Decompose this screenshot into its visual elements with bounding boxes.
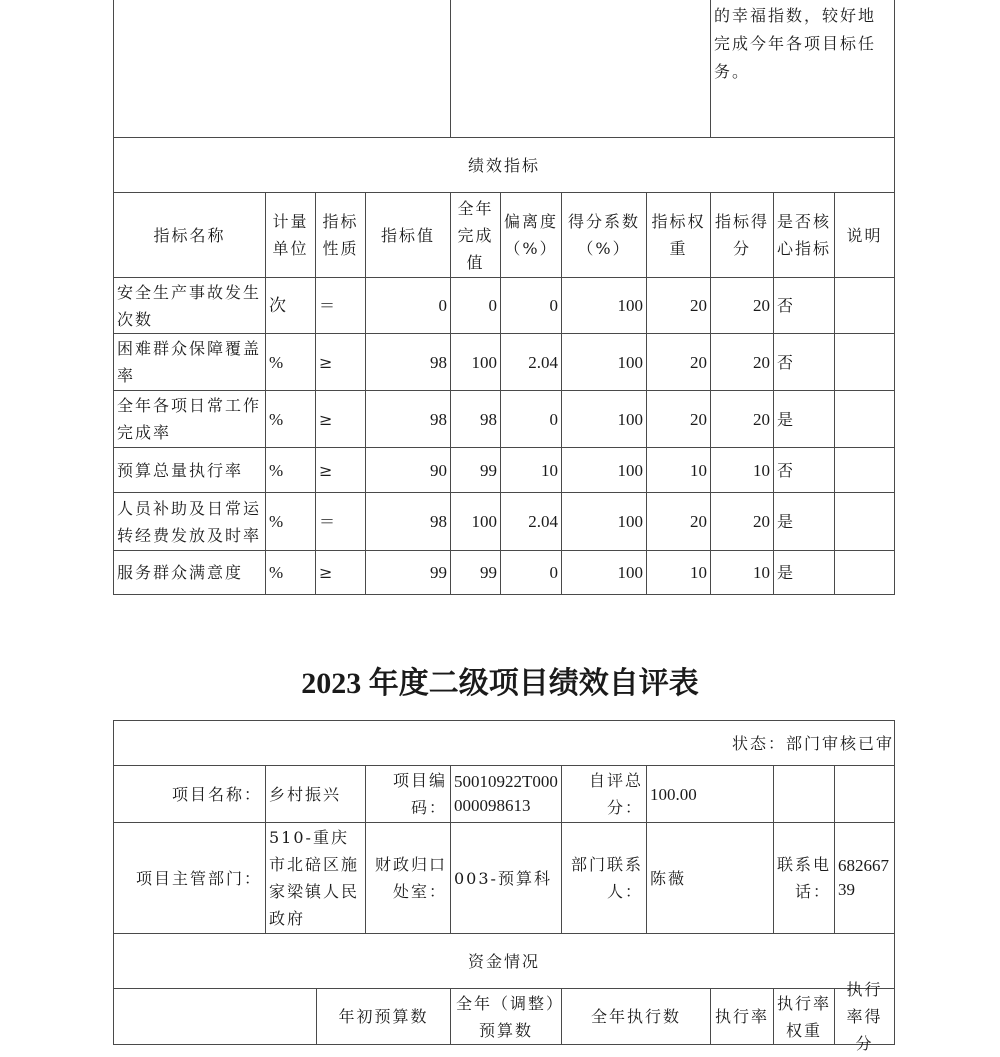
row-1-note <box>834 277 895 334</box>
dept-label-cell <box>113 822 266 934</box>
row-6-target-value <box>365 550 451 595</box>
row-1-target-value <box>365 277 451 334</box>
row-1-target-value-text: 0 <box>438 296 447 315</box>
funds-header-rate-weight: 执行率权重 <box>773 988 835 1045</box>
row-6-weight <box>646 550 711 595</box>
row-4-score-coefficient <box>561 447 647 493</box>
finance-office-label-cell <box>365 822 451 934</box>
row-2-target-value-text: 98 <box>430 352 447 372</box>
row-5-score-coefficient-text: 100 <box>617 512 643 531</box>
row-4-deviation <box>500 447 562 493</box>
row-3-is-core <box>773 390 835 448</box>
row-4-target-value-text: 90 <box>430 460 447 480</box>
row-5-target-value <box>365 492 451 551</box>
row-4-actual-value <box>450 447 501 493</box>
row-3-target-value-text: 98 <box>430 409 447 429</box>
row-6-actual-value <box>450 550 501 595</box>
row-1-indicator-name-text: 安全生产事故发生次数 <box>117 282 262 329</box>
row-1-deviation-text: 0 <box>549 296 558 315</box>
row-1-score-coefficient <box>561 277 647 334</box>
row-4-score-text: 10 <box>753 460 770 480</box>
row-4-nature-text: ≥ <box>319 460 335 480</box>
row-6-note <box>834 550 895 595</box>
row-2-unit <box>265 333 316 391</box>
row-3-score <box>710 390 774 448</box>
row-1-is-core-text: 否 <box>777 296 796 315</box>
header-score <box>710 192 774 278</box>
row-3-unit <box>265 390 316 448</box>
header-indicator-name-text: 指标名称 <box>153 225 226 245</box>
row-2-deviation-text: 2.04 <box>528 352 558 372</box>
row-6-is-core-text: 是 <box>777 563 796 582</box>
funds-header-executed: 全年执行数 <box>561 988 711 1045</box>
row-5-indicator-name-text: 人员补助及日常运转经费发放及时率 <box>117 498 262 545</box>
empty-cell <box>834 765 895 823</box>
row-5-indicator-name <box>113 492 266 551</box>
header-target-value-text: 指标值 <box>380 225 435 245</box>
row-4-score-coefficient-text: 100 <box>617 460 643 480</box>
header-score-coefficient-text: 得分系数（%） <box>567 212 640 258</box>
row-2-actual-value-text: 100 <box>471 352 497 372</box>
row-4-weight <box>646 447 711 493</box>
project-name-label: 项目名称： <box>171 784 262 804</box>
funds-header-execution-rate: 执行率 <box>710 988 774 1045</box>
row-3-deviation-text: 0 <box>549 409 558 429</box>
header-nature-text: 指标性质 <box>322 212 359 258</box>
status-text: 状态：部门审核已审 <box>731 733 894 753</box>
row-6-deviation <box>500 550 562 595</box>
project-code-cell <box>450 765 562 823</box>
performance-indicators-section-title <box>113 137 895 193</box>
row-3-unit-text: % <box>269 409 284 429</box>
row-2-is-core-text: 否 <box>777 352 796 372</box>
row-5-score-text: 20 <box>753 512 770 531</box>
section-title-text: 绩效指标 <box>467 155 540 175</box>
contact-cell <box>646 822 774 934</box>
row-3-weight <box>646 390 711 448</box>
row-5-note <box>834 492 895 551</box>
row-6-score-coefficient-text: 100 <box>617 563 643 582</box>
row-2-nature <box>315 333 366 391</box>
table1-top-middle-cell <box>450 0 711 138</box>
row-3-score-text: 20 <box>753 409 770 429</box>
header-unit <box>265 192 316 278</box>
row-5-is-core-text: 是 <box>777 512 796 531</box>
dept-value: 510-重庆市北碚区施家梁镇人民政府 <box>269 828 360 928</box>
row-5-weight-text: 20 <box>690 512 707 531</box>
row-2-score <box>710 333 774 391</box>
row-3-is-core-text: 是 <box>777 409 796 429</box>
row-5-unit-text: % <box>269 512 284 531</box>
row-2-deviation <box>500 333 562 391</box>
row-1-unit-text: 次 <box>269 296 286 315</box>
row-1-is-core <box>773 277 835 334</box>
row-5-actual-value <box>450 492 501 551</box>
row-2-weight-text: 20 <box>690 352 707 372</box>
row-4-target-value <box>365 447 451 493</box>
phone-value: 68266739 <box>838 856 889 899</box>
row-4-is-core-text: 否 <box>777 460 796 480</box>
self-score-cell <box>646 765 774 823</box>
row-2-score-text: 20 <box>753 352 770 372</box>
row-3-target-value <box>365 390 451 448</box>
project-name-label-cell <box>113 765 266 823</box>
row-1-score-text: 20 <box>753 296 770 315</box>
row-2-nature-text: ≥ <box>319 352 335 372</box>
finance-office-value: 003-预算科 <box>454 868 552 888</box>
row-5-score <box>710 492 774 551</box>
row-3-deviation <box>500 390 562 448</box>
row-2-score-coefficient <box>561 333 647 391</box>
funds-header-initial-budget: 年初预算数 <box>316 988 451 1045</box>
row-5-weight <box>646 492 711 551</box>
funds-header-adjusted-budget: 全年（调整）预算数 <box>450 988 562 1045</box>
row-4-actual-value-text: 99 <box>480 460 497 480</box>
header-deviation-text: 偏离度（%） <box>504 212 559 258</box>
row-2-score-coefficient-text: 100 <box>617 352 643 372</box>
contact-label: 部门联系人： <box>570 855 643 901</box>
row-1-indicator-name <box>113 277 266 334</box>
row-3-indicator-name-text: 全年各项日常工作完成率 <box>117 396 262 442</box>
row-4-unit-text: % <box>269 460 284 480</box>
funds-header-blank <box>113 988 317 1045</box>
row-2-indicator-name-text: 困难群众保障覆盖率 <box>117 339 262 385</box>
row-6-nature-text: ≥ <box>319 563 335 582</box>
table1-top-right-cell <box>710 0 895 138</box>
row-3-actual-value <box>450 390 501 448</box>
row-1-actual-value-text: 0 <box>488 296 497 315</box>
row-6-deviation-text: 0 <box>549 563 558 582</box>
document-title: 2023 年度二级项目绩效自评表 <box>301 667 699 700</box>
row-5-deviation <box>500 492 562 551</box>
row-6-nature <box>315 550 366 595</box>
row-2-target-value <box>365 333 451 391</box>
row-1-nature <box>315 277 366 334</box>
self-score-label: 自评总分： <box>588 771 643 817</box>
row-6-indicator-name-text: 服务群众满意度 <box>117 563 244 582</box>
row-4-indicator-name-text: 预算总量执行率 <box>117 460 244 480</box>
row-2-actual-value <box>450 333 501 391</box>
row-4-note <box>834 447 895 493</box>
funds-title-text: 资金情况 <box>467 951 540 971</box>
row-4-deviation-text: 10 <box>541 460 558 480</box>
row-5-actual-value-text: 100 <box>471 512 497 531</box>
row-3-nature <box>315 390 366 448</box>
row-6-unit-text: % <box>269 563 284 582</box>
row-1-weight <box>646 277 711 334</box>
row-2-weight <box>646 333 711 391</box>
self-score-value: 100.00 <box>650 784 697 804</box>
finance-office-cell <box>450 822 562 934</box>
table1-top-left-cell <box>113 0 451 138</box>
funds-header-rate-score: 执行率得分 <box>834 988 895 1045</box>
row-5-nature-text: ＝ <box>319 512 338 531</box>
empty-cell <box>773 765 835 823</box>
row-5-is-core <box>773 492 835 551</box>
phone-cell <box>834 822 895 934</box>
header-nature <box>315 192 366 278</box>
row-5-deviation-text: 2.04 <box>528 512 558 531</box>
row-6-unit <box>265 550 316 595</box>
header-score-coefficient <box>561 192 647 278</box>
row-1-deviation <box>500 277 562 334</box>
row-1-score <box>710 277 774 334</box>
row-2-unit-text: % <box>269 352 284 372</box>
row-3-actual-value-text: 98 <box>480 409 497 429</box>
row-3-weight-text: 20 <box>690 409 707 429</box>
row-5-score-coefficient <box>561 492 647 551</box>
contact-value: 陈薇 <box>650 868 687 888</box>
row-2-indicator-name <box>113 333 266 391</box>
row-6-target-value-text: 99 <box>430 563 447 582</box>
phone-label-cell <box>773 822 835 934</box>
row-5-target-value-text: 98 <box>430 512 447 531</box>
dept-label: 项目主管部门： <box>135 868 262 888</box>
status-cell <box>113 720 895 766</box>
project-code-label: 项目编码： <box>392 771 447 817</box>
header-actual-value <box>450 192 501 278</box>
row-3-indicator-name <box>113 390 266 448</box>
header-unit-text: 计量单位 <box>272 212 309 258</box>
header-target-value <box>365 192 451 278</box>
row-2-is-core <box>773 333 835 391</box>
funds-section-title <box>113 933 895 989</box>
project-code-value: 50010922T000000098613 <box>454 772 558 815</box>
self-score-label-cell <box>561 765 647 823</box>
header-is-core <box>773 192 835 278</box>
row-6-indicator-name <box>113 550 266 595</box>
row-3-nature-text: ≥ <box>319 409 335 429</box>
header-is-core-text: 是否核心指标 <box>777 212 832 258</box>
header-weight <box>646 192 711 278</box>
header-note-text: 说明 <box>846 225 883 245</box>
project-name-value: 乡村振兴 <box>269 784 342 804</box>
header-note <box>834 192 895 278</box>
phone-label: 联系电话： <box>777 855 832 901</box>
header-actual-value-text: 全年完成值 <box>457 198 494 272</box>
row-1-nature-text: ＝ <box>319 296 338 315</box>
row-1-actual-value <box>450 277 501 334</box>
row-6-weight-text: 10 <box>690 563 707 582</box>
row-3-score-coefficient <box>561 390 647 448</box>
contact-label-cell <box>561 822 647 934</box>
dept-cell <box>265 822 366 934</box>
row-6-score-text: 10 <box>753 563 770 582</box>
row-6-actual-value-text: 99 <box>480 563 497 582</box>
row-1-score-coefficient-text: 100 <box>617 296 643 315</box>
row-6-score <box>710 550 774 595</box>
header-weight-text: 指标权重 <box>651 212 706 258</box>
row-3-note <box>834 390 895 448</box>
row-4-nature <box>315 447 366 493</box>
row-3-score-coefficient-text: 100 <box>617 409 643 429</box>
project-code-label-cell <box>365 765 451 823</box>
row-2-note <box>834 333 895 391</box>
row-5-nature <box>315 492 366 551</box>
row-4-weight-text: 10 <box>690 460 707 480</box>
header-deviation <box>500 192 562 278</box>
row-4-indicator-name <box>113 447 266 493</box>
finance-office-label: 财政归口处室： <box>374 855 447 901</box>
row-4-score <box>710 447 774 493</box>
row-6-is-core <box>773 550 835 595</box>
row-4-unit <box>265 447 316 493</box>
project-name-cell <box>265 765 366 823</box>
row-1-weight-text: 20 <box>690 296 707 315</box>
header-indicator-name <box>113 192 266 278</box>
header-score-text: 指标得分 <box>714 212 769 258</box>
row-5-unit <box>265 492 316 551</box>
table1-top-right-text: 的幸福指数，较好地完成今年各项目标任务。 <box>714 6 877 81</box>
row-4-is-core <box>773 447 835 493</box>
row-1-unit <box>265 277 316 334</box>
row-6-score-coefficient <box>561 550 647 595</box>
